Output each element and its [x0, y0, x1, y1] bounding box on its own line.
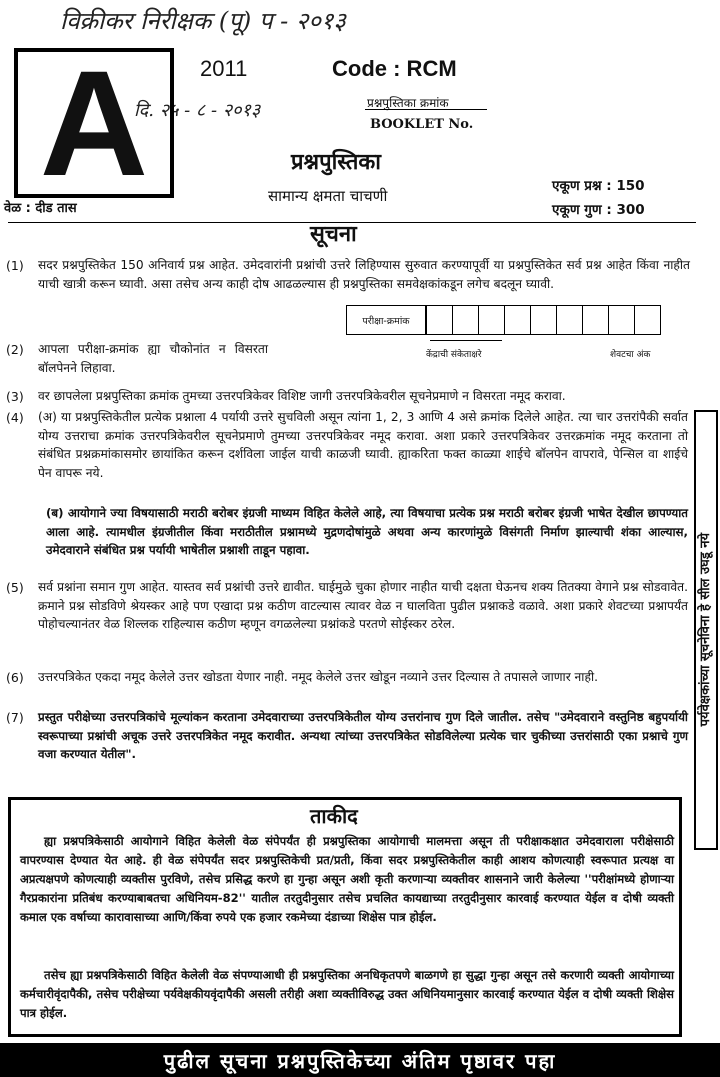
roll-cell[interactable]	[634, 305, 661, 335]
item-number: (6)	[6, 670, 24, 685]
warning-paragraph-1: ह्या प्रश्नपत्रिकेसाठी आयोगाने विहित केलेली वेळ संपेपर्यंत ही प्रश्नपुस्तिका आयोगाची मालमत्ता असून ती परीक्षाकक्षात उमेदवाराला परीक्षेसाठी वापरण्यास देण्यात येत आहे. ही वेळ संपेपर्यंत सदर प्रश्नपुस्तिकेची प्रत/प्रती, किंवा सदर प्रश्नपुस्तिकेतील काही आशय कोणत्याही स्वरूपात प्रत्यक्ष वा अप्रत्यक्षपणे कोणत्याही व्यक्तीस पुरविणे, तसेच प्रसिद्ध करणे हा गुन्हा असून अशी कृती करणाऱ्या व्यक्तीवर शासनाने जारी केलेल्या ''परीक्षांमध्ये होणाऱ्या गैरप्रकारांना प्रतिबंध करण्याबाबतचा अधिनियम-82'' यातील तरतुदीनुसार तसेच प्रचलित कायद्याच्या तरतुदीनुसार कारवाई करण्यात येईल व दोषी व्यक्ती कमाल एक वर्षाच्या कारावासाच्या आणि/किंवा रुपये एक हजार रकमेच्या दंडाच्या शिक्षेस पात्र होईल.	[20, 834, 674, 924]
instruction-6: उत्तरपत्रिकेत एकदा नमूद केलेले उत्तर खोडता येणार नाही. नमूद केलेले उत्तर खोडून नव्याने उत्तर दिल्यास ते तपासले जाणार नाही.	[38, 670, 598, 684]
year: 2011	[200, 56, 248, 81]
item-number: (3)	[6, 389, 24, 404]
roll-cell[interactable]	[504, 305, 531, 335]
roll-cell[interactable]	[426, 305, 453, 335]
page-subtitle: सामान्य क्षमता चाचणी	[268, 187, 388, 205]
roll-label: परीक्षा-क्रमांक	[346, 305, 426, 335]
instruction-3: वर छापलेला प्रश्नपुस्तिका क्रमांक तुमच्या उत्तरपत्रिकेवर विशिष्ट जागी उत्तरपत्रिकेवरील सूचनेप्रमाणे न विसरता नमूद करावा.	[38, 389, 566, 403]
last-digit-label: शेवटचा अंक	[610, 350, 651, 360]
instructions-heading: सूचना	[310, 222, 357, 247]
warning-heading: ताकीद	[310, 804, 358, 828]
total-questions: एकूण प्रश्न : 150	[552, 178, 645, 194]
seal-notice: पर्यवेक्षकांच्या सूचनेविना हे सील उघडू नये	[694, 410, 718, 850]
roll-cell[interactable]	[582, 305, 609, 335]
roll-cells[interactable]	[426, 305, 664, 335]
item-number: (4)	[6, 410, 24, 425]
time-allowed: वेळ : दीड तास	[4, 201, 77, 216]
instruction-2: आपला परीक्षा-क्रमांक ह्या चौकोनांत न विसरता बॉलपेनने लिहावा.	[38, 342, 268, 375]
set-letter: A	[14, 48, 174, 198]
item-number: (7)	[6, 710, 24, 725]
roll-cell[interactable]	[556, 305, 583, 335]
warning-paragraph-2: तसेच ह्या प्रश्नपत्रिकेसाठी विहित केलेली वेळ संपण्याआधी ही प्रश्नपुस्तिका अनधिकृतपणे बाळगणे हा सुद्धा गुन्हा असून तसे करणारी व्यक्ती आयोगाच्या कर्मचारीवृंदापैकी, तसेच परीक्षेच्या पर्यवेक्षकीयवृंदापैकी असली तरीही अशा व्यक्तीविरुद्ध उक्त अधिनियमानुसार कारवाई करण्यात येईल व दोषी व्यक्ती शिक्षेस पात्र होईल.	[20, 968, 674, 1020]
page-title: प्रश्नपुस्तिका	[291, 150, 381, 175]
roll-cell[interactable]	[452, 305, 479, 335]
roll-cell[interactable]	[608, 305, 635, 335]
instruction-1: सदर प्रश्नपुस्तिकेत 150 अनिवार्य प्रश्न आहेत. उमेदवारांनी प्रश्नांची उत्तरे लिहिण्यास सुरुवात करण्यापूर्वी या प्रश्नपुस्तिकेत सर्व प्रश्न आहेत किंवा नाहीत याची खात्री करून घ्यावी. असा तसेच अन्य काही दोष आढळल्यास ही प्रश्नपुस्तिका समवेक्षकांकडून लगेच बदलून घ्यावी.	[38, 258, 690, 291]
instruction-7: प्रस्तुत परीक्षेच्या उत्तरपत्रिकांचे मूल्यांकन करताना उमेदवाराच्या उत्तरपत्रिकेतील योग्य उत्तरांनाच गुण दिले जातील. तसेच "उमेदवाराने वस्तुनिष्ठ बहुपर्यायी स्वरूपाच्या प्रश्नांची अचूक उत्तरे उत्तरपत्रिकेत नमूद करावीत. अन्यथा त्यांच्या उत्तरपत्रिकेत सोडविलेल्या प्रत्येक चार चुकीच्या उत्तरांसाठी एका प्रश्नाचे गुण वजा करण्यात येतील".	[38, 710, 688, 762]
item-number: (5)	[6, 580, 24, 595]
paper-code: Code : RCM	[332, 56, 457, 81]
handwritten-title: विक्रीकर निरीक्षक (पू) प - २०१३	[60, 7, 346, 35]
footer-banner: पुढील सूचना प्रश्नपुस्तिकेच्या अंतिम पृष्ठावर पहा	[0, 1043, 720, 1077]
instruction-5: सर्व प्रश्नांना समान गुण आहेत. यास्तव सर्व प्रश्नांची उत्तरे द्यावीत. घाईमुळे चुका होणार नाहीत याची दक्षता घेऊनच शक्य तितक्या वेगाने प्रश्न सोडवावेत. क्रमाने प्रश्न सोडविणे श्रेयस्कर आहे पण एखादा प्रश्न कठीण वाटल्यास त्यावर वेळ न घालविता पुढील प्रश्नाकडे वळावे. अशा प्रकारे शेवटच्या प्रश्नापर्यंत पोहोचल्यानंतर वेळ शिल्लक राहिल्यास कठीण म्हणून वगळलेल्या प्रश्नांकडे परतणे सोईस्कर ठरेल.	[38, 580, 688, 632]
instruction-4b: (ब) आयोगाने ज्या विषयासाठी मराठी बरोबर इंग्रजी माध्यम विहित केलेले आहे, त्या विषयाचा प्रत्येक प्रश्न मराठी बरोबर इंग्रजी भाषेत देखील छापण्यात आला आहे. त्यामधील इंग्रजीतील किंवा मराठीतील प्रश्नामध्ये मुद्रणदोषांमुळे अथवा अन्य कारणांमुळे विसंगती निर्माण झाल्याची शंका आल्यास, उमेदवाराने संबंधित प्रश्न पर्यायी भाषेतील प्रश्नाशी ताडून पहावा.	[46, 506, 688, 558]
roll-cell[interactable]	[530, 305, 557, 335]
instruction-4a: (अ) या प्रश्नपुस्तिकेतील प्रत्येक प्रश्नाला 4 पर्यायी उत्तरे सुचविली असून त्यांना 1, 2, 3 आणि 4 असे क्रमांक दिलेले आहेत. त्या चार उत्तरांपैकी सर्वात योग्य उत्तराचा क्रमांक उत्तरपत्रिकेवरील सूचनेप्रमाणे तुमच्या उत्तरपत्रिकेवर नमूद करावा. अशा प्रकारे उत्तरपत्रिकेवर उत्तरक्रमांक नमूद करताना तो संबंधित प्रश्नक्रमांकासमोर छायांकित करून दर्शविला जाईल याची काळजी घ्यावी. ह्याकरिता फक्त काळ्या शाईचे बॉलपेन वापरावे, पेन्सिल वा शाईचे पेन वापरू नये.	[38, 410, 688, 480]
booklet-label-en: BOOKLET No.	[370, 117, 474, 132]
booklet-label-mr: प्रश्नपुस्तिका क्रमांक	[367, 96, 449, 110]
roll-number-grid	[346, 296, 664, 362]
center-code-label: केंद्राची संकेताक्षरे	[426, 350, 482, 360]
item-number: (2)	[6, 342, 24, 357]
total-marks: एकूण गुण : 300	[552, 202, 645, 218]
handwritten-date: दि. २५ - ८ - २०१३	[134, 100, 261, 121]
roll-cell[interactable]	[478, 305, 505, 335]
item-number: (1)	[6, 258, 24, 273]
